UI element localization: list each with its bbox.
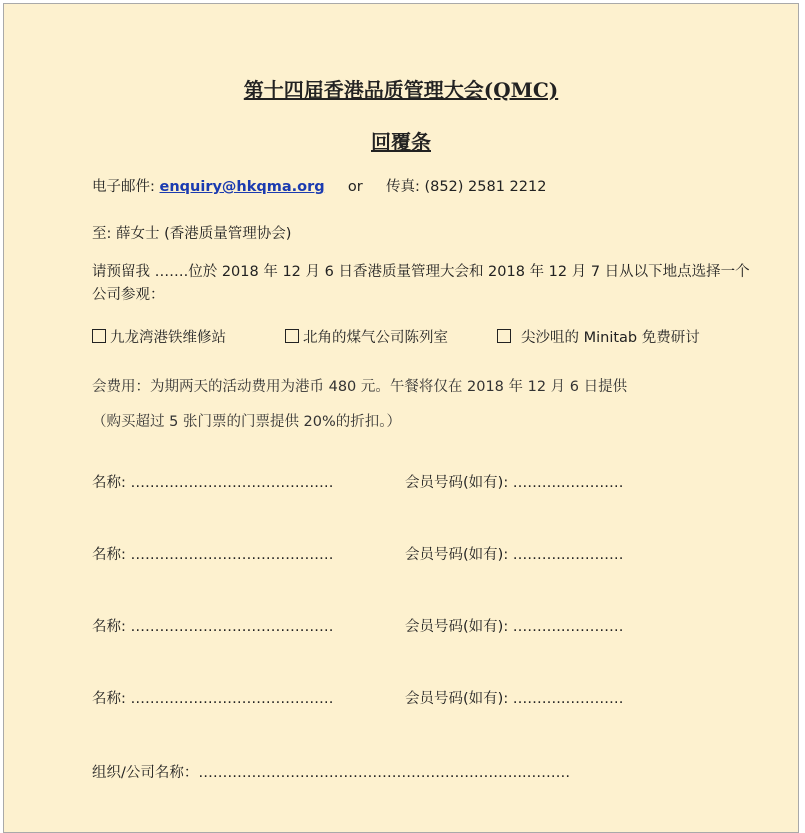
- or-text: or: [347, 179, 363, 195]
- document-page: [3, 3, 799, 833]
- option-label: 北角的煤气公司陈列室: [303, 330, 448, 346]
- member-number-field-2[interactable]: 会员号码(如有): ………..…………: [405, 547, 624, 563]
- name-field-2[interactable]: 名称: ……………………………………: [92, 547, 334, 563]
- organization-field[interactable]: 组织/公司名称：…………………………………………………………..………: [92, 765, 571, 781]
- fax-text: 传真: (852) 2581 2212: [385, 179, 547, 195]
- option-gas-showroom[interactable]: [285, 326, 448, 347]
- option-label: 尖沙咀的 Minitab 免费研讨: [521, 330, 700, 346]
- discount-text: （购买超过 5 张门票的门票提供 20%的折扣。）: [92, 414, 402, 430]
- email-link[interactable]: enquiry@hkqma.org: [159, 179, 325, 195]
- name-field-3[interactable]: 名称: ……………………………………: [92, 619, 334, 635]
- checkbox-gas-showroom[interactable]: [285, 329, 299, 343]
- option-mtr-depot[interactable]: [92, 326, 226, 347]
- member-number-field-3[interactable]: 会员号码(如有): ………..…………: [405, 619, 624, 635]
- email-label: 电子邮件:: [92, 179, 155, 195]
- option-label: 九龙湾港铁维修站: [110, 330, 226, 346]
- booking-paragraph: 请预留我 …….位於 2018 年 12 月 6 日香港质量管理大会和 2018 年 12 月 7 日从以下地点选择一个公司参观：: [92, 264, 750, 303]
- member-number-field-4[interactable]: 会员号码(如有): ………..…………: [405, 691, 624, 707]
- recipient-line: 至: 薛女士 (香港质量管理协会): [92, 226, 292, 242]
- page-subtitle: 回覆条: [371, 130, 431, 154]
- member-number-field-1[interactable]: 会员号码(如有): ………..…………: [405, 475, 624, 491]
- option-minitab-seminar[interactable]: [497, 326, 700, 347]
- checkbox-mtr-depot[interactable]: [92, 329, 106, 343]
- page-title: 第十四届香港品质管理大会(QMC): [243, 78, 559, 102]
- contact-line: [92, 175, 546, 196]
- name-field-1[interactable]: 名称: ……………………………………: [92, 475, 334, 491]
- checkbox-minitab-seminar[interactable]: [497, 329, 511, 343]
- fee-text: 会费用：为期两天的活动费用为港币 480 元。午餐将仅在 2018 年 12 月 6 日提供: [92, 379, 628, 395]
- name-field-4[interactable]: 名称: ……………………………………: [92, 691, 334, 707]
